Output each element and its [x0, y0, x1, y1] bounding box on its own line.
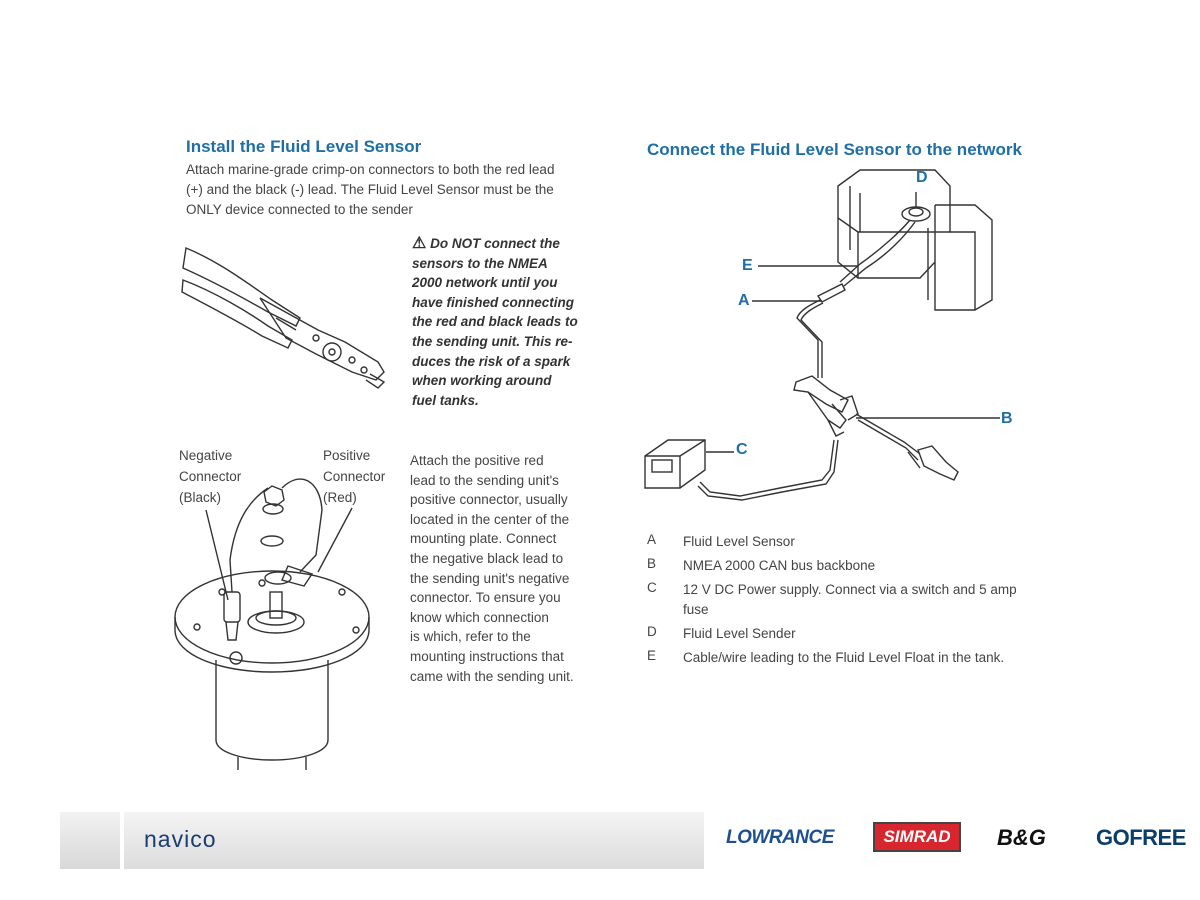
warning-line: have finished connecting: [412, 294, 575, 310]
legend-text: Fluid Level Sender: [683, 626, 796, 641]
legend-text: Cable/wire leading to the Fluid Level Float in the tank.: [683, 650, 1005, 665]
warning-line: sensors to the NMEA: [412, 255, 548, 271]
legend-key: B: [647, 556, 657, 571]
navico-logo: navico: [144, 826, 217, 852]
negative-connector-label: [179, 445, 241, 508]
diagram-letter-a: A: [738, 292, 750, 309]
instruction-line: is which, refer to the: [410, 629, 531, 645]
diagram-letter-e: E: [742, 257, 753, 274]
bg-logo: B&G: [997, 825, 1046, 850]
warning-line: the red and black leads to: [412, 314, 578, 330]
legend-text: 12 V DC Power supply. Connect via a switch and 5 amp fuse: [683, 582, 1017, 617]
install-intro: [186, 160, 606, 220]
gofree-logo: GOFREE: [1096, 825, 1186, 850]
lowrance-logo: LOWRANCE: [726, 827, 834, 848]
instruction-line: located in the center of the: [410, 511, 570, 527]
diagram-letter-d: D: [916, 169, 928, 186]
warning-line: 2000 network until you: [412, 275, 558, 291]
instruction-line: know which connection: [410, 609, 549, 625]
instruction-line: the negative black lead to: [410, 550, 564, 566]
positive-connector-label: [323, 445, 385, 508]
diagram-letter-c: C: [736, 441, 748, 458]
legend-text: NMEA 2000 CAN bus backbone: [683, 558, 876, 573]
warning-line: when working around: [412, 373, 552, 389]
legend-key: D: [647, 624, 657, 639]
warning-note: [412, 234, 612, 410]
instruction-line: mounting plate. Connect: [410, 531, 557, 547]
warning-line: the sending unit. This re-: [412, 333, 573, 349]
simrad-logo: SIMRAD: [883, 827, 951, 846]
connection-instructions: [410, 451, 610, 686]
instruction-line: lead to the sending unit's: [410, 472, 559, 488]
label-line: Connector: [323, 469, 386, 484]
intro-line: (+) and the black (-) lead. The Fluid Level Sensor must be the: [186, 182, 554, 197]
diagram-letter-b: B: [1001, 410, 1013, 427]
label-line: Positive: [323, 448, 371, 463]
intro-line: ONLY device connected to the sender: [186, 202, 413, 217]
label-line: (Black): [179, 490, 222, 505]
instruction-line: Attach the positive red: [410, 453, 544, 468]
legend-key: A: [647, 532, 657, 547]
instruction-line: positive connector, usually: [410, 492, 568, 508]
warning-line: fuel tanks.: [412, 392, 479, 408]
warning-icon: ⚠: [412, 235, 427, 252]
warning-line: [412, 234, 612, 254]
warning-text: Do NOT connect the: [430, 236, 560, 251]
instruction-line: connector. To ensure you: [410, 590, 561, 606]
label-line: (Red): [323, 490, 357, 505]
legend-text: Fluid Level Sensor: [683, 534, 795, 549]
legend-key: C: [647, 580, 657, 595]
intro-line: Attach marine-grade crimp-on connectors to both the red lead: [186, 162, 555, 177]
legend-key: E: [647, 648, 657, 663]
label-line: Connector: [179, 469, 242, 484]
footer-block-left: [60, 812, 120, 869]
warning-line: duces the risk of a spark: [412, 353, 571, 369]
instruction-line: the sending unit's negative: [410, 570, 570, 586]
simrad-logo-badge: [873, 822, 961, 852]
diagram-legend: [647, 532, 1067, 682]
install-heading: Install the Fluid Level Sensor: [186, 137, 422, 156]
network-heading: Connect the Fluid Level Sensor to the network: [647, 140, 1022, 159]
instruction-line: came with the sending unit.: [410, 668, 574, 684]
instruction-line: mounting instructions that: [410, 648, 564, 664]
label-line: Negative: [179, 448, 233, 463]
